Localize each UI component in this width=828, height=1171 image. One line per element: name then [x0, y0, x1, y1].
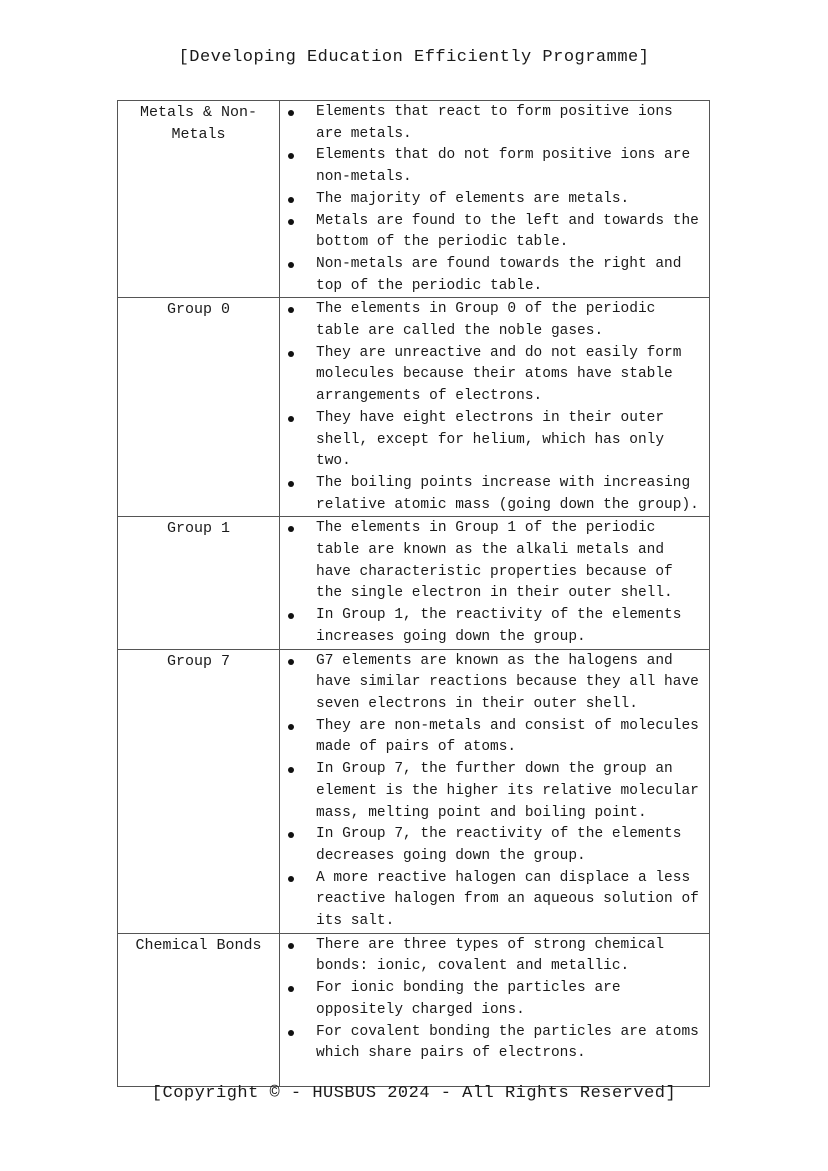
- page-header: [Developing Education Efficiently Programme]: [178, 48, 650, 67]
- topic-cell: Group 1: [118, 517, 280, 649]
- bullet-icon: [288, 767, 294, 773]
- bullet-list: [280, 517, 709, 648]
- bullet-icon: [288, 613, 294, 619]
- bullet-list: [280, 934, 709, 1065]
- bullet-icon: [288, 197, 294, 203]
- bullet-icon: [288, 153, 294, 159]
- bullet-icon: [288, 659, 294, 665]
- bullet-point: They are unreactive and do not easily form molecules because their atoms have stable arrangements of electrons.: [280, 343, 703, 408]
- revision-table: [117, 100, 710, 1087]
- bullet-point: In Group 7, the further down the group an element is the higher its relative molecular mass, melting point and boiling point.: [280, 759, 703, 824]
- topic-cell: Metals & Non-Metals: [118, 101, 280, 298]
- bullet-point: There are three types of strong chemical bonds: ionic, covalent and metallic.: [280, 935, 703, 978]
- bullet-point: In Group 1, the reactivity of the elements increases going down the group.: [280, 605, 703, 648]
- bullet-list: [280, 101, 709, 297]
- bullet-icon: [288, 943, 294, 949]
- topic-cell: Group 0: [118, 298, 280, 517]
- bullet-list: [280, 650, 709, 933]
- bullet-icon: [288, 481, 294, 487]
- bullet-point: In Group 7, the reactivity of the elements decreases going down the group.: [280, 824, 703, 867]
- bullet-point: For ionic bonding the particles are oppositely charged ions.: [280, 978, 703, 1021]
- bullet-point: Elements that react to form positive ions are metals.: [280, 102, 703, 145]
- bullet-icon: [288, 351, 294, 357]
- bullet-icon: [288, 986, 294, 992]
- bullet-point: The elements in Group 1 of the periodic table are known as the alkali metals and have characteristic properties because of the single electron in their outer shell.: [280, 518, 703, 605]
- bullet-point: Metals are found to the left and towards the bottom of the periodic table.: [280, 211, 703, 254]
- bullet-point: G7 elements are known as the halogens and have similar reactions because they all have seven electrons in their outer shell.: [280, 651, 703, 716]
- bullet-icon: [288, 307, 294, 313]
- bullet-point: They are non-metals and consist of molecules made of pairs of atoms.: [280, 716, 703, 759]
- topic-cell: Group 7: [118, 649, 280, 933]
- bullet-point: Elements that do not form positive ions are non-metals.: [280, 145, 703, 188]
- bullet-list: [280, 298, 709, 516]
- bullet-icon: [288, 526, 294, 532]
- bullet-point: Non-metals are found towards the right and top of the periodic table.: [280, 254, 703, 297]
- bullet-icon: [288, 1030, 294, 1036]
- bullet-point: The elements in Group 0 of the periodic table are called the noble gases.: [280, 299, 703, 342]
- bullet-icon: [288, 262, 294, 268]
- topic-cell: Chemical Bonds: [118, 933, 280, 1086]
- bullet-point: The majority of elements are metals.: [280, 189, 703, 211]
- table-row-chemical-bonds: [118, 933, 710, 1086]
- table-row-group-7: [118, 649, 710, 933]
- bullet-icon: [288, 832, 294, 838]
- bullet-point: For covalent bonding the particles are atoms which share pairs of electrons.: [280, 1022, 703, 1065]
- bullet-icon: [288, 724, 294, 730]
- bullet-icon: [288, 110, 294, 116]
- table-row-metals-non-metals: [118, 101, 710, 298]
- bullet-point: A more reactive halogen can displace a less reactive halogen from an aqueous solution of its salt.: [280, 868, 703, 933]
- bullet-icon: [288, 876, 294, 882]
- bullet-point: They have eight electrons in their outer shell, except for helium, which has only two.: [280, 408, 703, 473]
- bullet-icon: [288, 416, 294, 422]
- bullet-point: The boiling points increase with increasing relative atomic mass (going down the group).: [280, 473, 703, 516]
- bullet-icon: [288, 219, 294, 225]
- page-footer: [Copyright © - HUSBUS 2024 - All Rights Reserved]: [151, 1084, 677, 1103]
- table-row-group-0: [118, 298, 710, 517]
- table-row-group-1: [118, 517, 710, 649]
